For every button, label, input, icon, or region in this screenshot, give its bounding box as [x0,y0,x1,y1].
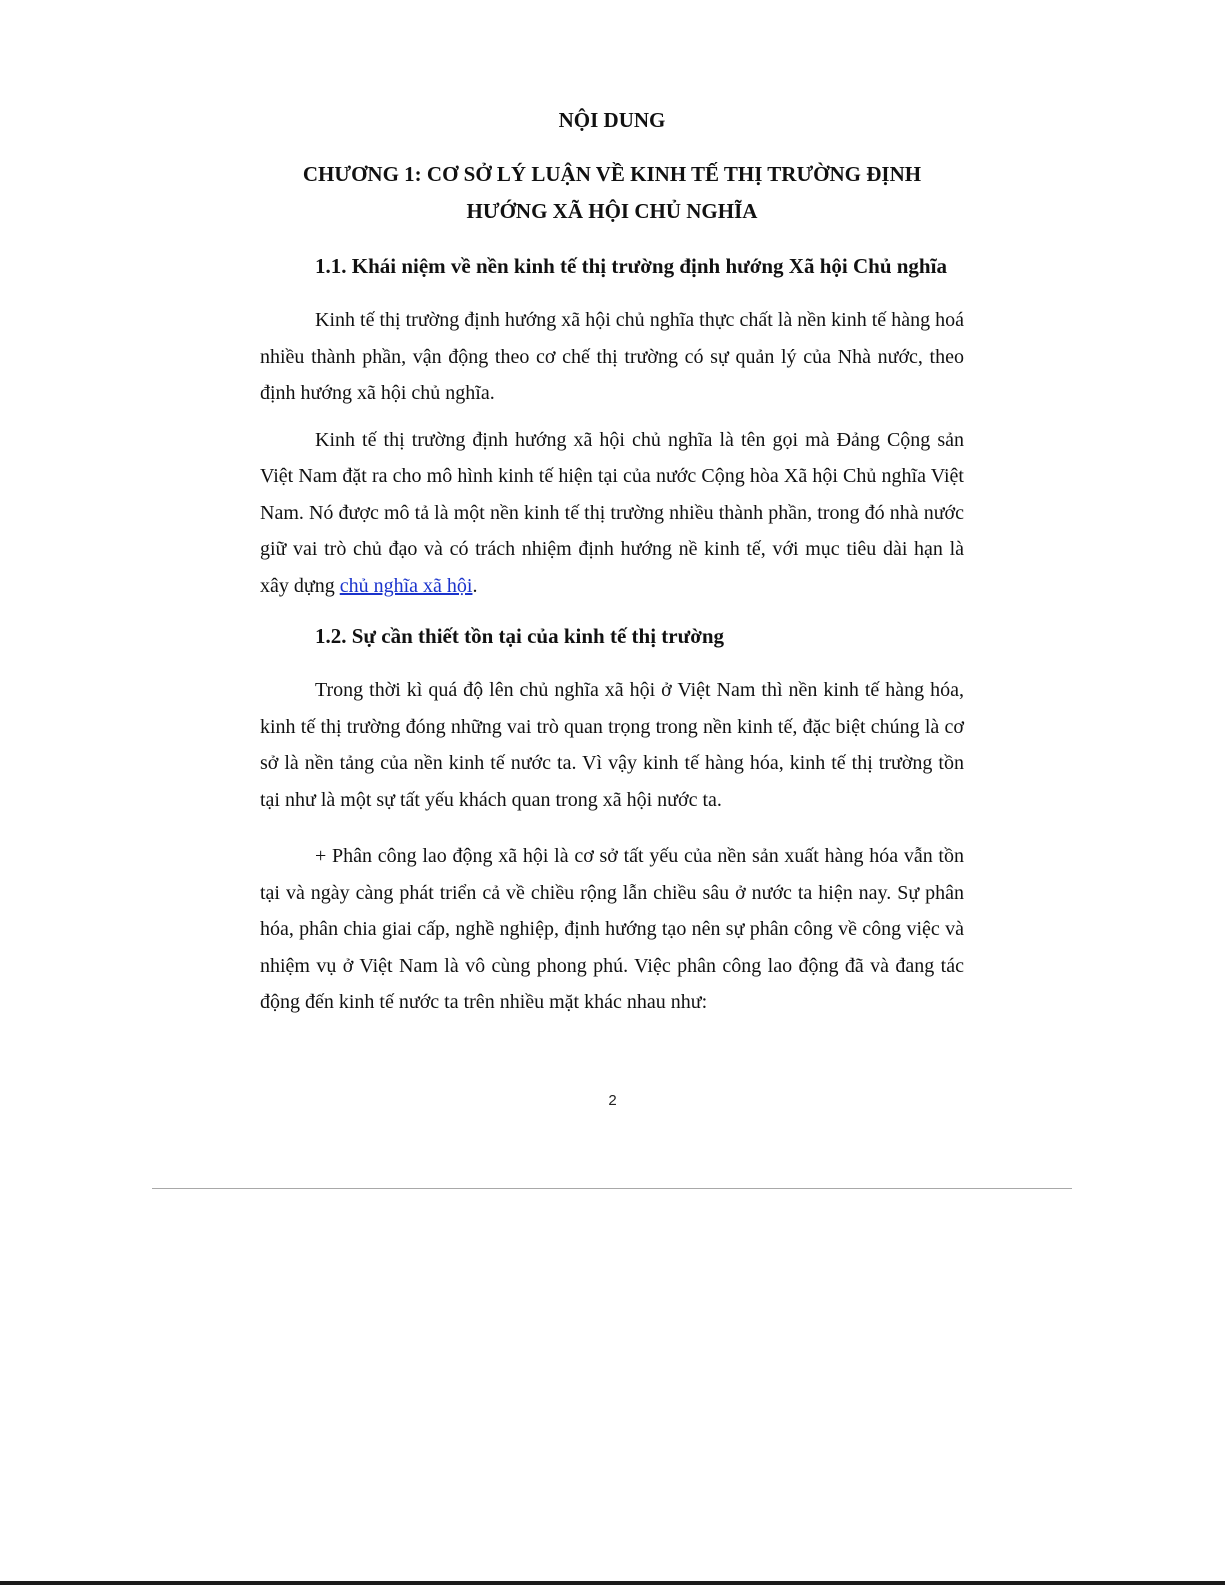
paragraph-end: . [472,574,478,597]
page-content [260,104,964,1021]
section-heading-1-2: 1.2. Sự cần thiết tồn tại của kinh tế thị trường [315,624,725,648]
page-divider [152,1188,1072,1189]
socialism-link[interactable]: chủ nghĩa xã hội [339,574,473,597]
section-1-1-paragraph-1: Kinh tế thị trường định hướng xã hội chủ nghĩa thực chất là nền kinh tế hàng hoá nhiều thành phần, vận động theo cơ chế thị trường có sự quản lý của Nhà nước, theo định hướng xã hội chủ nghĩa. [260,309,964,404]
paragraph-text: Kinh tế thị trường định hướng xã hội chủ nghĩa là tên gọi mà Đảng Cộng sản Việt Nam đặt ra cho mô hình kinh tế hiện tại của nước Cộng hòa Xã hội Chủ nghĩa Việt Nam. Nó được mô tả là một nền kinh tế thị trường nhiều thành phần, trong đó nhà nước giữ vai trò chủ đạo và có trách nhiệm định hướng nề kinh tế, với mục tiêu dài hạn là xây dựng [260,428,964,597]
section-1-1-paragraph-2 [260,422,964,605]
page-title: NỘI DUNG [558,108,666,132]
section-heading-1-1: 1.1. Khái niệm về nền kinh tế thị trường định hướng Xã hội Chủ nghĩa [315,254,947,278]
viewer-bottom-edge [0,1581,1225,1585]
page-number: 2 [608,1092,617,1109]
section-1-2-paragraph-2: + Phân công lao động xã hội là cơ sở tất yếu của nền sản xuất hàng hóa vẫn tồn tại và ngày càng phát triển cả về chiều rộng lẫn chiều sâu ở nước ta hiện nay. Sự phân hóa, phân chia giai cấp, nghề nghiệp, định hướng tạo nên sự phân công về công việc và nhiệm vụ ở Việt Nam là vô cùng phong phú. Việc phân công lao động đã và đang tác động đến kinh tế nước ta trên nhiều mặt khác nhau như: [260,845,964,1013]
chapter-heading-line-1: CHƯƠNG 1: CƠ SỞ LÝ LUẬN VỀ KINH TẾ THỊ TRƯỜNG ĐỊNH [302,162,922,186]
chapter-heading [260,156,964,230]
section-1-2-paragraph-1: Trong thời kì quá độ lên chủ nghĩa xã hội ở Việt Nam thì nền kinh tế hàng hóa, kinh tế thị trường đóng những vai trò quan trọng trong nền kinh tế, đặc biệt chúng là cơ sở là nền tảng của nền kinh tế nước ta. Vì vậy kinh tế hàng hóa, kinh tế thị trường tồn tại như là một sự tất yếu khách quan trong xã hội nước ta. [260,679,964,811]
chapter-heading-line-2: HƯỚNG XÃ HỘI CHỦ NGHĨA [466,199,758,223]
